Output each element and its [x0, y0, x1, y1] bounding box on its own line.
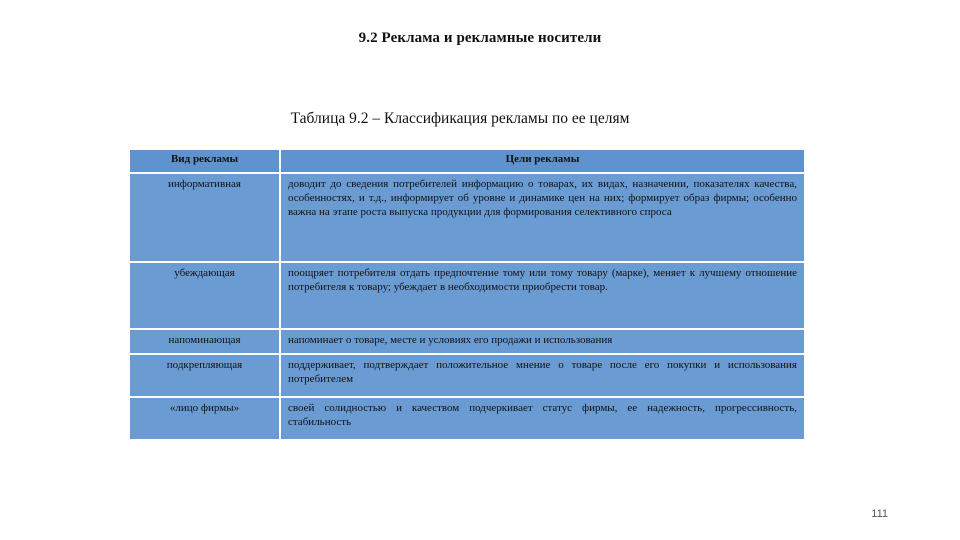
page-number: 111 [871, 508, 888, 520]
ad-goal-cell: доводит до сведения потребителей информацию о товарах, их видах, назначении, показателях качества, особенностях, и т.д., информирует об уровне и динамике цен на них; формирует образ фирмы; особенно важна на этапе роста выпуска продукции для формирования селективного спроса [280, 173, 805, 262]
header-ad-type: Вид рекламы [129, 149, 280, 173]
section-heading: 9.2 Реклама и рекламные носители [358, 30, 602, 46]
ad-goal-cell: напоминает о товаре, месте и условиях его продажи и использования [280, 329, 805, 354]
table-row [129, 262, 805, 329]
ad-type-cell: подкрепляющая [129, 354, 280, 397]
table-header-row [129, 149, 805, 173]
classification-table [129, 149, 805, 440]
header-ad-goals: Цели рекламы [280, 149, 805, 173]
ad-goal-cell: поддерживает, подтверждает положительное мнение о товаре после его покупки и использования потребителем [280, 354, 805, 397]
table-row [129, 354, 805, 397]
ad-type-cell: «лицо фирмы» [129, 397, 280, 440]
table-row [129, 173, 805, 262]
ad-type-cell: информативная [129, 173, 280, 262]
ad-goal-cell: поощряет потребителя отдать предпочтение тому или тому товару (марке), меняет к лучшему отношение потребителя к товару; убеждает в необходимости приобрести товар. [280, 262, 805, 329]
ad-goal-cell: своей солидностью и качеством подчеркивает статус фирмы, ее надежность, прогрессивность, стабильность [280, 397, 805, 440]
table-row [129, 397, 805, 440]
table-caption: Таблица 9.2 – Классификация рекламы по ее целям [290, 110, 630, 127]
ad-type-cell: напоминающая [129, 329, 280, 354]
table-row [129, 329, 805, 354]
ad-type-cell: убеждающая [129, 262, 280, 329]
